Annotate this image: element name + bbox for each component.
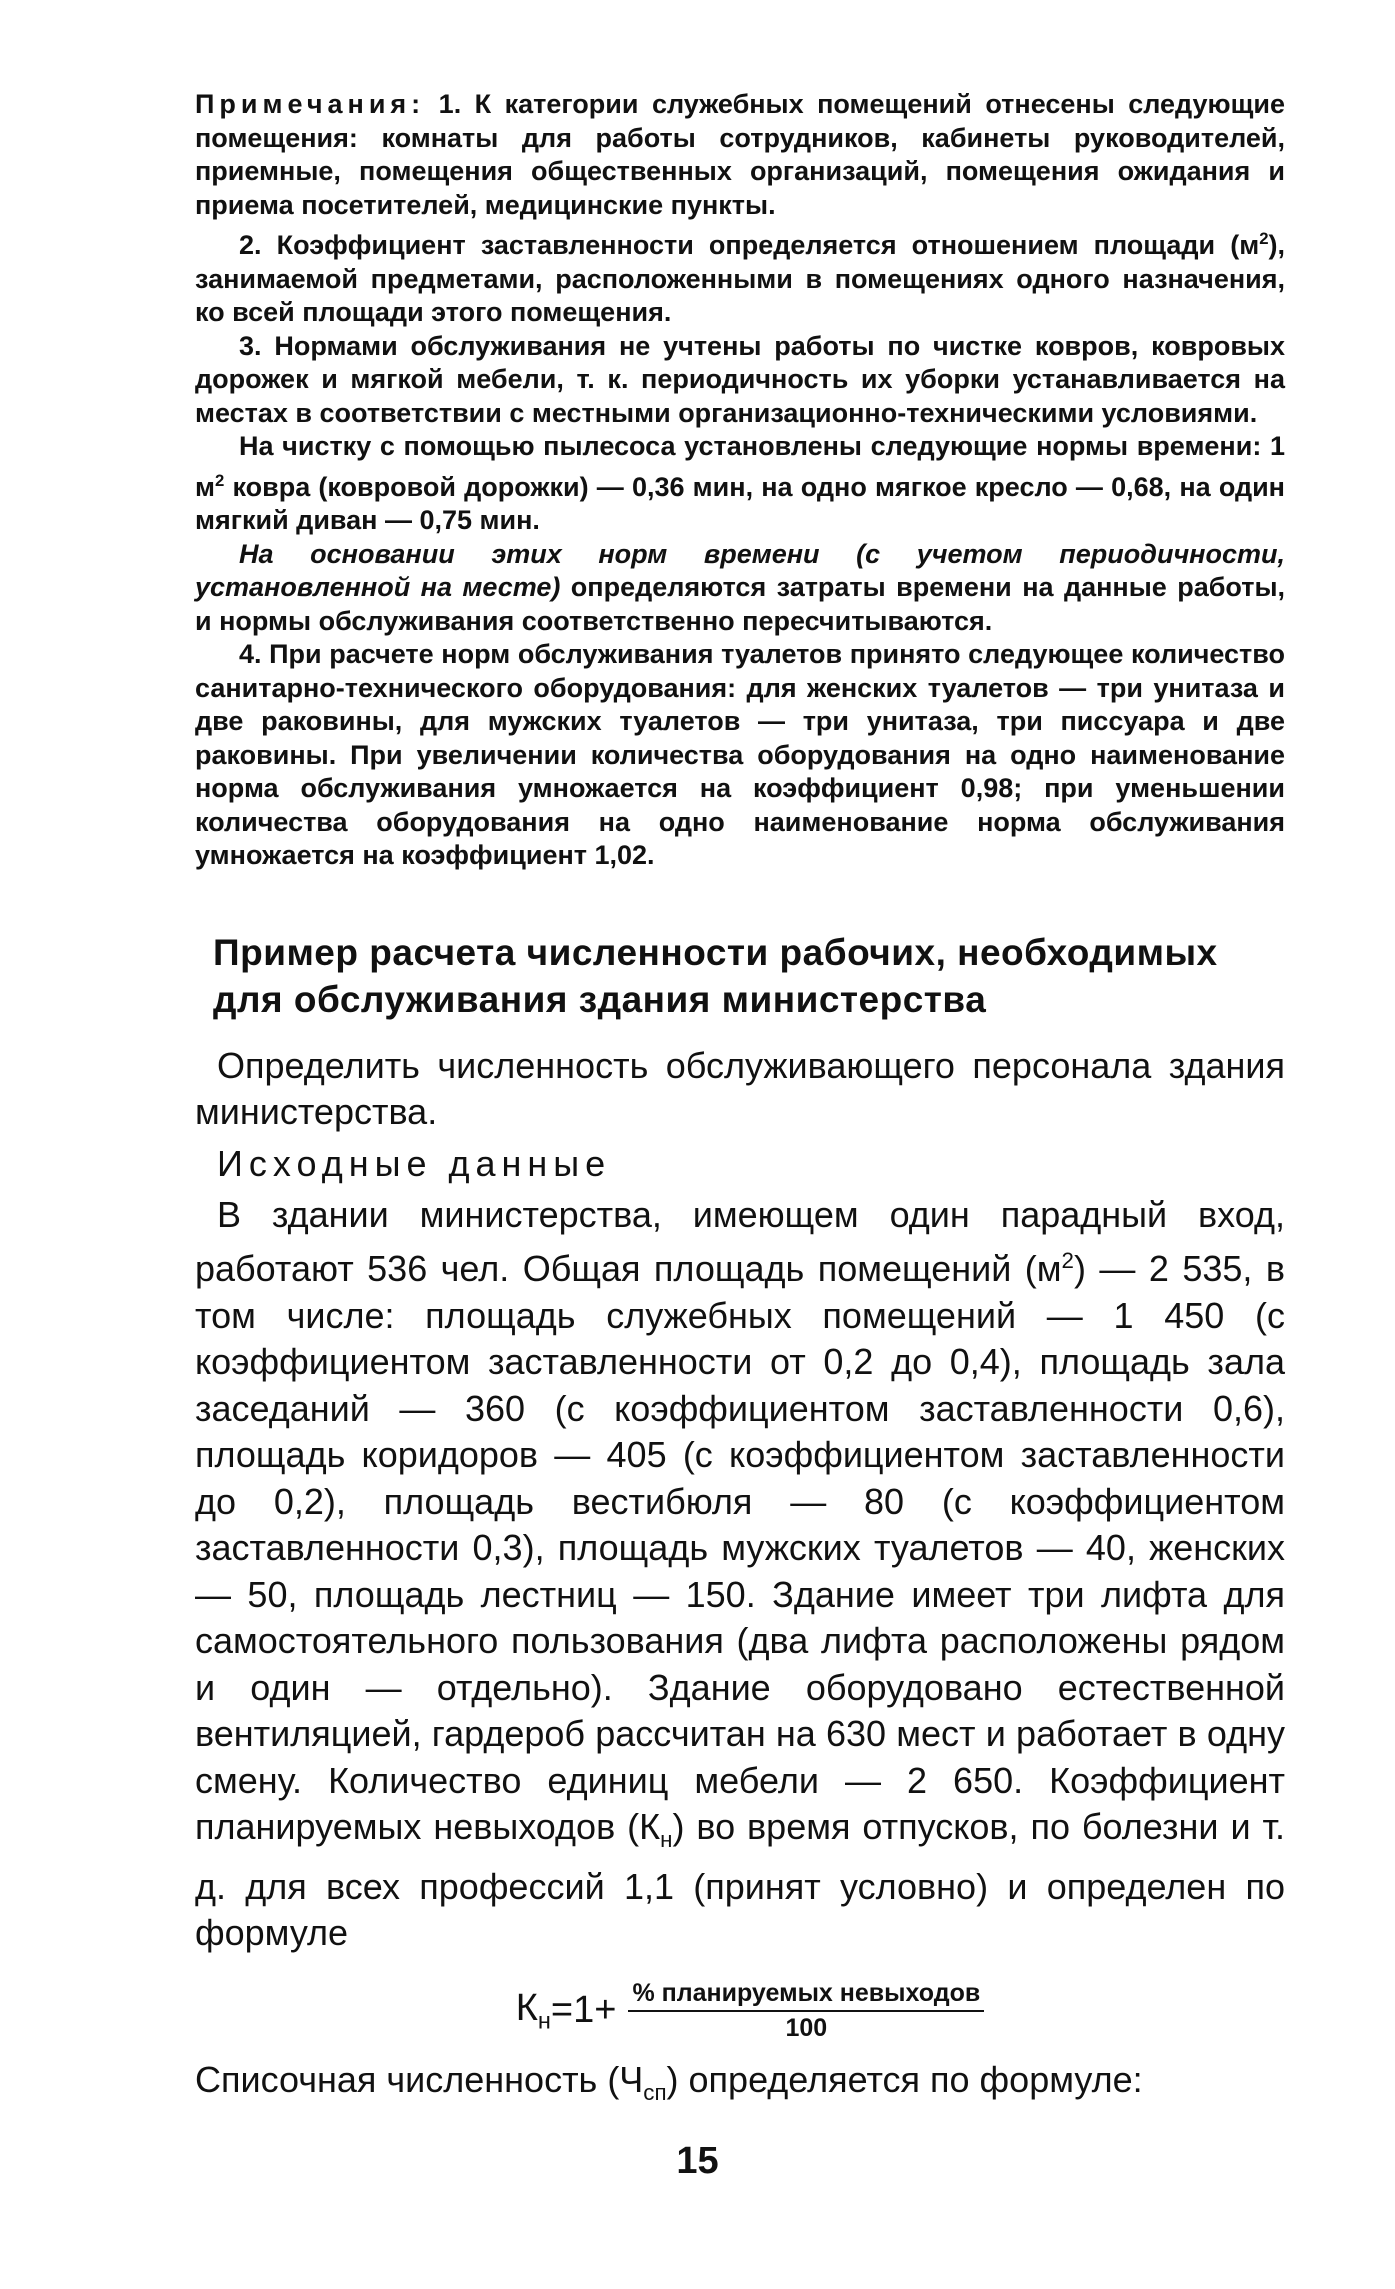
note-basis-italic: На основании этих норм времени (с учетом периодичности, установленной на месте) — [195, 538, 1285, 602]
note-4: 4. При расчете норм обслуживания туалетов принято следующее количество санитарно-технического оборудования: для женских туалетов — три унитаза и две раковины, для мужских туалетов — три унитаза, три писсуара и две раковины. При увеличении количества оборудования на одно наименование норма обслуживания умножается на коэффициент 0,98; при уменьшении количества оборудования на одно наименование норма обслуживания умножается на коэффициент 1,02. — [195, 639, 1285, 870]
formula-lhs-subscript: н — [537, 2007, 551, 2034]
formula-kn — [195, 1979, 1285, 2043]
note-vacuum-text-b: ковра (ковровой дорожки) — 0,36 мин, на одно мягкое кресло — 0,68, на один мягкий диван — 0,75 мин. — [195, 471, 1285, 535]
formula-equals-plus: =1+ — [550, 1989, 617, 2032]
note-vacuum — [195, 430, 1285, 538]
note-basis-rest: определяются затраты времени на данные работы, и нормы обслуживания соответственно пересчитываются. — [195, 572, 1286, 636]
example-task: Определить численность обслуживающего персонала здания министерства. — [195, 1044, 1285, 1132]
source-data-text-a: В здании министерства, имеющем один парадный вход, работают 536 чел. Общая площадь помещений (м — [195, 1193, 1285, 1289]
note-2-text-b: ), занимаемой предметами, расположенными в помещениях одного назначения, ко всей площади этого помещения. — [195, 230, 1285, 327]
notes-heading: Примечания: — [195, 89, 426, 119]
note-1-text: 1. К категории служебных помещений отнесены следующие помещения: комнаты для работы сотрудников, кабинеты руководителей, приемные, помещения общественных организаций, помещения ожидания и приема посетителей, медицинские пункты. — [195, 89, 1285, 220]
formula-numerator: % планируемых невыходов — [628, 1979, 984, 2012]
closing-subscript: сп — [643, 2079, 667, 2105]
closing-text-b: ) определяется по формуле: — [666, 2058, 1143, 2100]
note-vacuum-text-a: На чистку с помощью пылесоса установлены следующие нормы времени: 1 м — [195, 431, 1285, 502]
note-vacuum-superscript: 2 — [214, 470, 225, 490]
source-data-subscript: н — [660, 1827, 673, 1853]
note-1 — [195, 88, 1285, 222]
example-title: Пример расчета численности рабочих, необходимых для обслуживания здания министерства — [213, 931, 1218, 1020]
closing-text-a: Списочная численность (Ч — [195, 2058, 644, 2100]
formula-denominator: 100 — [785, 2013, 828, 2042]
source-data-heading: Исходные данные — [217, 1142, 612, 1184]
page-number: 15 — [676, 2140, 719, 2182]
note-basis — [195, 538, 1285, 639]
note-3: 3. Нормами обслуживания не учтены работы по чистке ковров, ковровых дорожек и мягкой мебели, т. к. периодичность их уборки устанавливается на местах в соответствии с местными организационно-техническими условиями. — [195, 330, 1285, 428]
note-2-superscript: 2 — [1259, 229, 1269, 248]
source-data-paragraph — [195, 1192, 1285, 1957]
notes-section — [195, 88, 1285, 873]
formula-lhs-letter: К — [515, 1986, 538, 2029]
note-2-text-a: 2. Коэффициент заставленности определяется отношением площади (м — [239, 230, 1260, 260]
formula-fraction — [628, 1979, 984, 2043]
source-data-text-c: ) во время отпусков, по болезни и т. д. для всех профессий 1,1 (принят условно) и определен по формуле — [195, 1806, 1285, 1954]
note-2 — [195, 222, 1285, 330]
formula-lhs — [516, 1987, 551, 2035]
example-body — [195, 1043, 1285, 1957]
source-data-superscript: 2 — [1061, 1248, 1074, 1273]
closing-line — [195, 2057, 1285, 2116]
source-data-text-b: ) — 2 535, в том числе: площадь служебных помещений — 1 450 (с коэффициентом заставленности от 0,2 до 0,4), площадь зала заседаний — 360 (с коэффициентом заставленности 0,6), площадь коридоров — 405 (с коэффициентом заставленности до 0,2), площадь вестибюля — 80 (с коэффициентом заставленности 0,3), площадь мужских туалетов — 40, женских — 50, площадь лестниц — 150. Здание имеет три лифта для самостоятельного пользования (два лифта расположены рядом и один — отдельно). Здание оборудовано естественной вентиляцией, гардероб рассчитан на 630 мест и работает в одну смену. Количество единиц мебели — 2 650. Коэффициент планируемых невыходов (К — [195, 1248, 1285, 1847]
